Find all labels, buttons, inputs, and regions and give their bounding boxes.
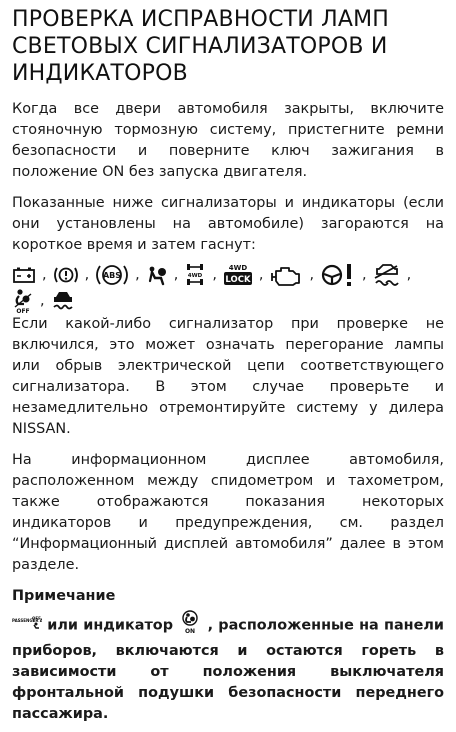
passenger-off-label: OFF bbox=[32, 616, 41, 621]
on-label: ON bbox=[185, 628, 196, 634]
slip-indicator-icon bbox=[373, 263, 401, 287]
note-text bbox=[12, 610, 444, 725]
lock-label: LOCK bbox=[225, 275, 251, 285]
passenger-airbag-label: PASSENGER A bbox=[12, 618, 42, 623]
separator: , bbox=[84, 267, 90, 283]
separator: , bbox=[406, 267, 412, 283]
4wd-label: 4WD bbox=[188, 273, 203, 279]
separator: , bbox=[173, 267, 179, 283]
paragraph-1: Когда все двери автомобиля закрыты, включите стояночную тормозную систему, пристегните ремни безопасности и поверните ключ зажигания в положение ON без запуска двигателя. bbox=[12, 101, 444, 180]
note-text-part2: , расположенные на панели приборов, включаются и остаются гореть в зависимости от положения выключателя фронтальной подушки безопасности переднего пассажира. bbox=[12, 617, 445, 722]
4wd-lock-icon bbox=[223, 263, 253, 287]
off-label: OFF bbox=[16, 308, 30, 314]
separator: , bbox=[135, 267, 140, 283]
abs-icon bbox=[95, 263, 129, 287]
separator: , bbox=[258, 267, 264, 283]
airbag-icon bbox=[146, 264, 168, 286]
abs-label: ABS bbox=[103, 271, 122, 280]
passenger-airbag-off-icon bbox=[12, 615, 42, 636]
4wd-icon bbox=[184, 263, 206, 287]
separator: , bbox=[212, 267, 217, 283]
skid-indicator-icon bbox=[51, 289, 75, 313]
steering-warning-icon bbox=[320, 262, 356, 288]
brake-warning-icon bbox=[53, 265, 79, 285]
airbag-on-icon bbox=[178, 610, 202, 641]
page-title: ПРОВЕРКА ИСПРАВНОСТИ ЛАМП СВЕТОВЫХ СИГНАЛИЗАТОРОВ И ИНДИКАТОРОВ bbox=[12, 7, 390, 86]
separator: , bbox=[40, 293, 45, 309]
airbag-off-icon bbox=[12, 288, 34, 314]
indicator-icons-row bbox=[12, 262, 444, 314]
paragraph-2: Показанные ниже сигнализаторы и индикаторы (если они установлены на автомобиле) загораются на короткое время и затем гаснут: bbox=[12, 195, 444, 253]
page bbox=[12, 6, 444, 725]
note-title: Примечание bbox=[12, 588, 116, 604]
paragraph-4: На информационном дисплее автомобиля, расположенном между спидометром и тахометром, также отображаются показания некоторых индикаторов и предупреждения, см. раздел “Информационный дисплей автомобиля” далее в этом разделе. bbox=[12, 452, 444, 573]
paragraph-3: Если какой-либо сигнализатор при проверке не включился, это может означать перегорание лампы или обрыв электрической цепи соответствующего сигнализатора. В этом случае проверьте и незамедлительно отремонтируйте систему у дилера NISSAN. bbox=[12, 316, 444, 437]
separator: , bbox=[42, 267, 47, 283]
separator: , bbox=[309, 267, 315, 283]
engine-check-icon bbox=[269, 263, 303, 287]
4wd-lock-top-label: 4WD bbox=[228, 264, 248, 272]
separator: , bbox=[362, 267, 367, 283]
note-text-part1: или индикатор bbox=[47, 617, 173, 634]
battery-icon bbox=[12, 266, 36, 284]
